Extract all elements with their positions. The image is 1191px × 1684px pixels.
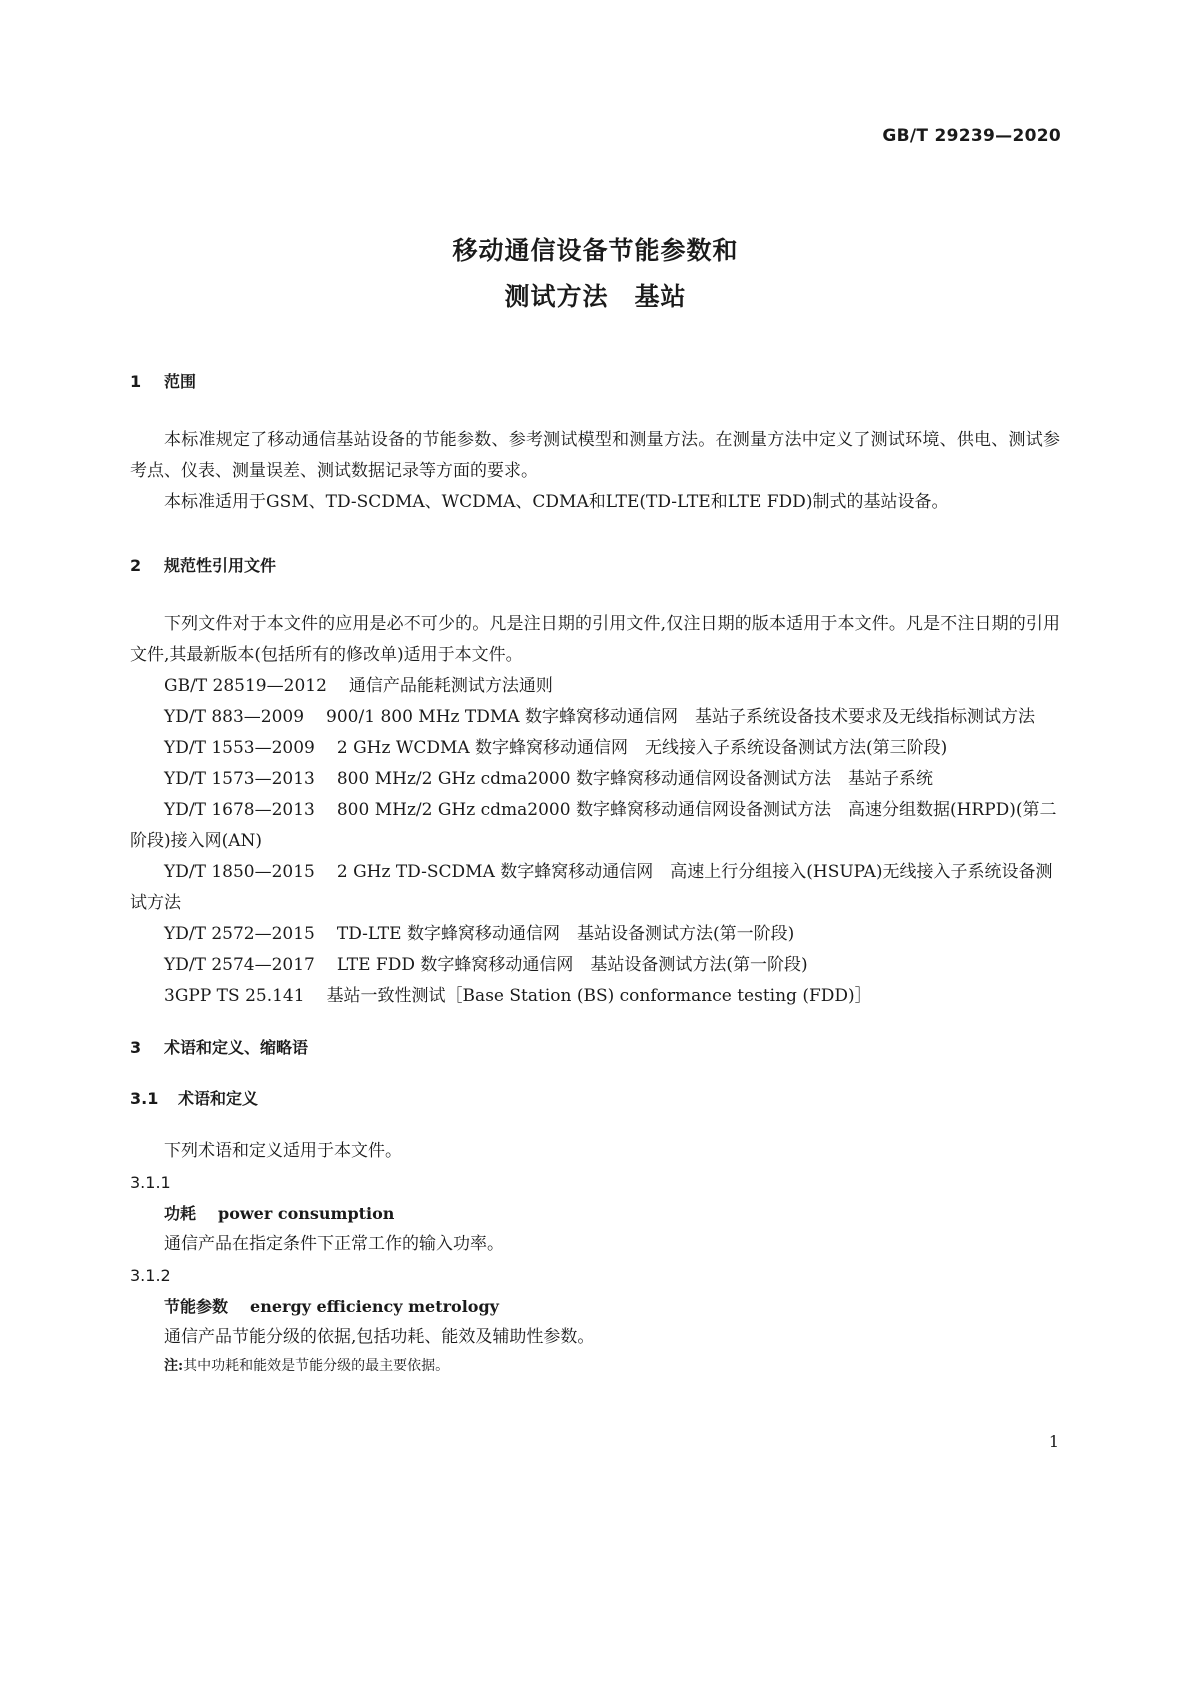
reference-item [130, 857, 1060, 919]
reference-code: YD/T 1573—2013 [164, 769, 315, 789]
note-label: 注: [164, 1358, 184, 1374]
subsection-3-1-heading [130, 1083, 1060, 1114]
term-note [130, 1353, 1060, 1379]
reference-title: 基站一致性测试［Base Station (BS) conformance testing (FDD)］ [326, 986, 872, 1006]
reference-title: 900/1 800 MHz TDMA 数字蜂窝移动通信网 基站子系统设备技术要求及无线指标测试方法 [326, 707, 1035, 727]
scope-paragraph-2: 本标准适用于GSM、TD-SCDMA、WCDMA、CDMA和LTE(TD-LTE和LTE FDD)制式的基站设备。 [164, 492, 949, 512]
references-intro: 下列文件对于本文件的应用是必不可少的。凡是注日期的引用文件,仅注日期的版本适用于本文件。凡是不注日期的引用文件,其最新版本(包括所有的修改单)适用于本文件。 [130, 614, 1060, 665]
reference-title: 800 MHz/2 GHz cdma2000 数字蜂窝移动通信网设备测试方法 高速分组数据(HRPD)(第二阶段)接入网(AN) [130, 800, 1057, 851]
document-body [130, 366, 1060, 1379]
reference-code: YD/T 883—2009 [164, 707, 305, 727]
reference-code: 3GPP TS 25.141 [164, 986, 305, 1006]
reference-title: 通信产品能耗测试方法通则 [348, 676, 553, 696]
subsection-title: 术语和定义 [178, 1089, 259, 1108]
reference-code: YD/T 1553—2009 [164, 738, 315, 758]
standard-number: GB/T 29239—2020 [882, 126, 1061, 146]
term-chinese: 功耗 [164, 1204, 197, 1223]
reference-code: YD/T 1850—2015 [164, 862, 315, 882]
section-2-heading [130, 550, 1060, 581]
scope-paragraph-1: 本标准规定了移动通信基站设备的节能参数、参考测试模型和测量方法。在测量方法中定义了测试环境、供电、测试参考点、仪表、测量误差、测试数据记录等方面的要求。 [130, 430, 1060, 481]
section-number: 1 [130, 372, 142, 391]
reference-item [130, 950, 1060, 981]
section-number: 2 [130, 556, 142, 575]
reference-code: GB/T 28519—2012 [164, 676, 327, 696]
title-line-2: 测试方法 基站 [504, 282, 687, 311]
section-number: 3 [130, 1038, 142, 1057]
reference-item [130, 702, 1060, 733]
terms-intro: 下列术语和定义适用于本文件。 [164, 1141, 402, 1161]
term-definition: 通信产品在指定条件下正常工作的输入功率。 [164, 1234, 504, 1254]
reference-title: TD-LTE 数字蜂窝移动通信网 基站设备测试方法(第一阶段) [336, 924, 795, 944]
term-definition: 通信产品节能分级的依据,包括功耗、能效及辅助性参数。 [164, 1327, 595, 1347]
term-english: energy efficiency metrology [250, 1297, 499, 1316]
term-heading [130, 1291, 1060, 1322]
reference-code: YD/T 2574—2017 [164, 955, 315, 975]
reference-item [130, 795, 1060, 857]
reference-item [130, 764, 1060, 795]
reference-code: YD/T 2572—2015 [164, 924, 315, 944]
term-number: 3.1.2 [130, 1266, 171, 1285]
note-text: 其中功耗和能效是节能分级的最主要依据。 [183, 1358, 450, 1374]
section-title: 规范性引用文件 [164, 556, 277, 575]
subsection-number: 3.1 [130, 1089, 159, 1108]
document-title [0, 228, 1191, 320]
section-1-heading [130, 366, 1060, 397]
page-number: 1 [1048, 1432, 1059, 1451]
reference-title: LTE FDD 数字蜂窝移动通信网 基站设备测试方法(第一阶段) [336, 955, 808, 975]
reference-item [130, 981, 1060, 1012]
reference-title: 2 GHz WCDMA 数字蜂窝移动通信网 无线接入子系统设备测试方法(第三阶段) [336, 738, 948, 758]
reference-title: 800 MHz/2 GHz cdma2000 数字蜂窝移动通信网设备测试方法 基站子系统 [336, 769, 933, 789]
reference-title: 2 GHz TD-SCDMA 数字蜂窝移动通信网 高速上行分组接入(HSUPA)无线接入子系统设备测试方法 [130, 862, 1053, 913]
reference-item [130, 919, 1060, 950]
term-number: 3.1.1 [130, 1173, 171, 1192]
title-line-1: 移动通信设备节能参数和 [452, 236, 739, 265]
section-title: 术语和定义、缩略语 [164, 1038, 309, 1057]
reference-code: YD/T 1678—2013 [164, 800, 315, 820]
section-title: 范围 [164, 372, 197, 391]
term-heading [130, 1198, 1060, 1229]
term-english: power consumption [218, 1204, 395, 1223]
reference-item [130, 733, 1060, 764]
term-chinese: 节能参数 [164, 1297, 229, 1316]
section-3-heading [130, 1032, 1060, 1063]
reference-item [130, 671, 1060, 702]
